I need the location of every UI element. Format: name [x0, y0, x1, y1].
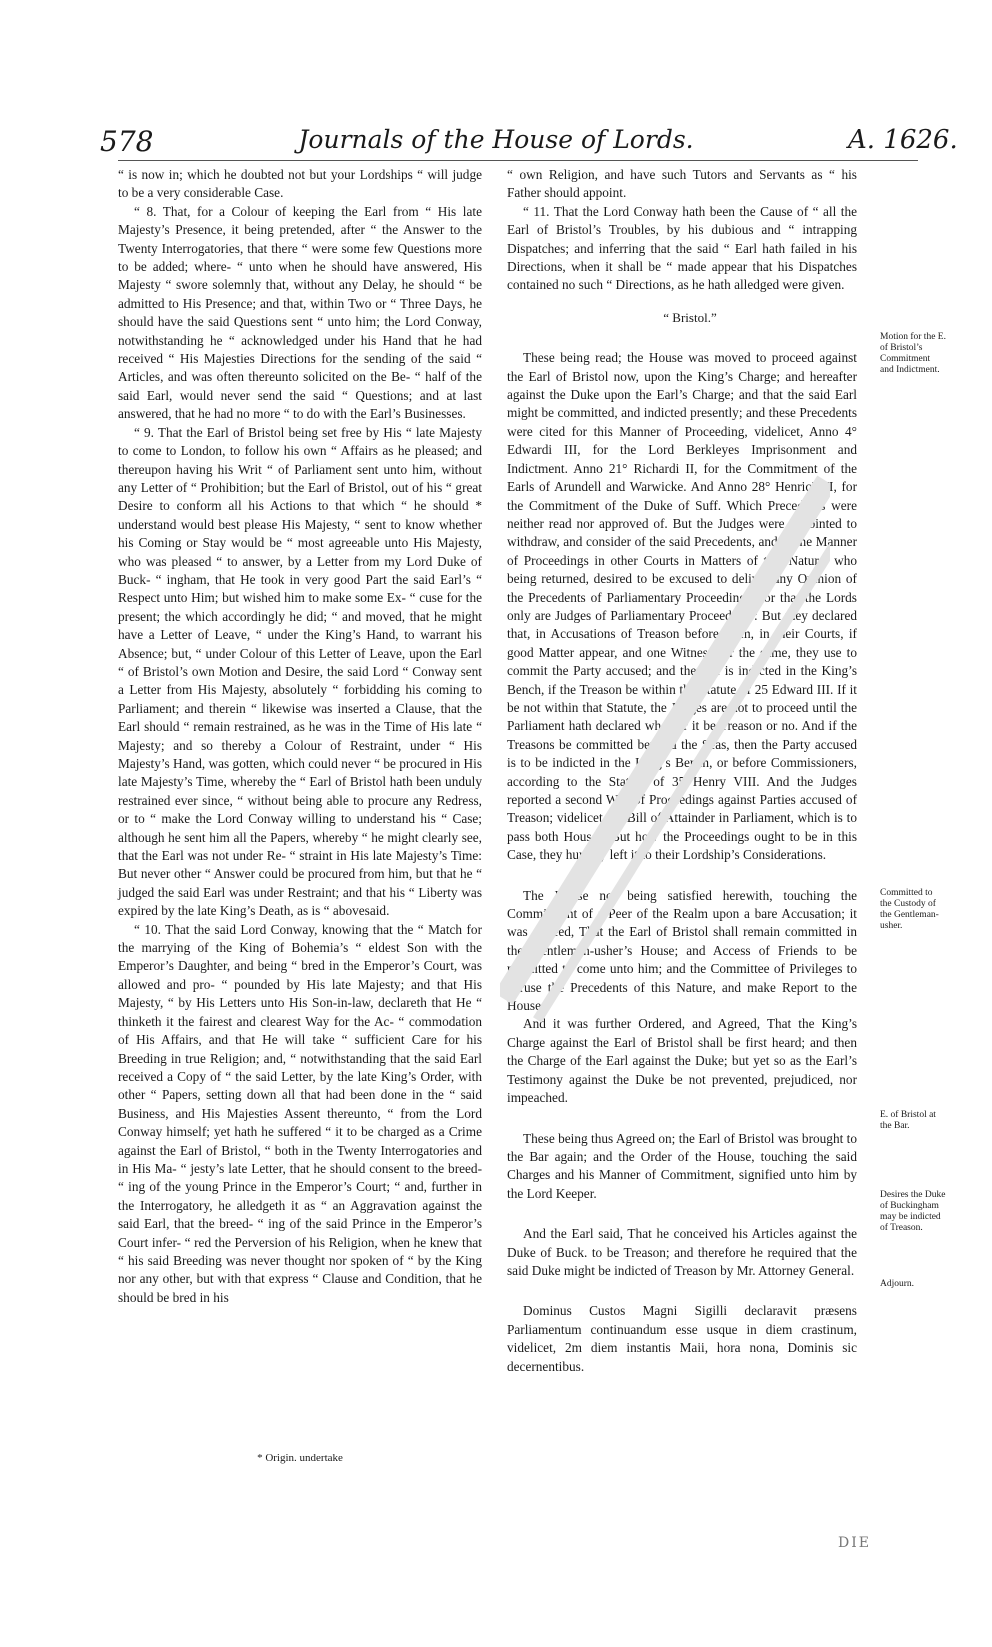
- footnote: * Origin. undertake: [257, 1452, 343, 1464]
- margin-note-adjourn: Adjourn.: [880, 1279, 915, 1289]
- right-paragraph-4: The House not being satisfied herewith, touching the Commitment of a Peer of the Realm upon a bare Accusation; it was Agreed, That the Earl of Bristol shall remain committed in the Gentleman-usher’s House; and Access of Friends to be permitted to come unto him; and the Committee of Privileges to peruse the Precedents of this Nature, and make Report to the House.: [507, 887, 857, 1014]
- right-column: [507, 166, 857, 1376]
- margin-note-duke: Desires the Duke of Buckingham may be indicted of Treason.: [880, 1190, 946, 1233]
- right-paragraph-2: “ 11. That the Lord Conway hath been the Cause of “ all the Earl of Bristol’s Troubles, by his dubious and “ intrapping Dispatches; and inferring that the said “ Earl hath failed in his Directions, when it shall be “ made appear that his Dispatches contained no such “ Directions, as he hath alledged were given.: [507, 203, 857, 293]
- page-header: [0, 120, 992, 160]
- right-paragraph-1: “ own Religion, and have such Tutors and Servants as “ his Father should appoint.: [507, 167, 857, 201]
- page-year: A. 1626.: [848, 125, 958, 155]
- catchword: DIE: [838, 1535, 871, 1551]
- right-paragraph-3: These being read; the House was moved to proceed against the Earl of Bristol now, upon the King’s Charge; and hereafter against the Duke upon the Earl’s Charge; and that the said Earl might be committed, and indicted presently; and these Precedents were cited for this Manner of Proceeding, videlicet, Anno 4° Edwardi III, for the Lord Berkleyes Imprisonment and Indictment. Anno 21° Richardi II, for the Commitment of the Earls of Arundell and Warwicke. And Anno 28° Henrici VI, for the Commitment of the Duke of Suff. Which Precedents were neither read nor approved of. But the Judges were appointed to withdraw, and consider of the said Precedents, and of the Manner of Proceedings in other Courts in Matters of this Nature: who being returned, desired to be excused to deliver any Opinion of the Precedents of Parliamentary Proceedings; for that the Lords only are Judges of Parliamentary Proceedings: But they declared that, in Accusations of Treason before them, in their Courts, if good Matter appear, and one Witness for the same, they use to commit the Party accused; and then he is indicted in the King’s Bench, if the Treason be within the Statute of 25 Edward III. If it be not within that Statute, the Judges are not to proceed until the Parliament hath declared whether it be Treason or no. And if the Treasons be committed beyond the Seas, then the Party accused is to be indicted in the King’s Bench, or before Commissioners, according to the Statute of 35 Henry VIII. And the Judges reported a second Way of Proceedings against Parties accused of Treason; videlicet, by Bill of Attainder in Parliament, which is to pass both Houses. But how the Proceedings ought to be in this Case, they humbly left it to their Lordship’s Considerations.: [507, 350, 857, 863]
- right-paragraph-6: These being thus Agreed on; the Earl of Bristol was brought to the Bar again; and the Order of the House, touching the said Charges and his Manner of Commitment, signified unto him by the Lord Keeper.: [507, 1130, 857, 1201]
- signature: “ Bristol.”: [663, 309, 717, 325]
- right-paragraph-8: Dominus Custos Magni Sigilli declaravit præsens Parliamentum continuandum esse usque in diem crastinum, videlicet, 2m diem instantis Maii, hora nona, Dominis sic decernentibus.: [507, 1303, 857, 1374]
- right-paragraph-7: And the Earl said, That he conceived his Articles against the Duke of Buck. to be Treason; and therefore he required that the said Duke might be indicted of Treason by Mr. Attorney General.: [507, 1226, 857, 1278]
- page-title: Journals of the House of Lords.: [298, 125, 694, 154]
- page-number: 578: [100, 125, 154, 158]
- left-paragraph-4: “ 10. That the said Lord Conway, knowing that the “ Match for the marrying of the King of Bohemia’s “ eldest Son with the Emperor’s Daughter, and being “ bred in the Emperor’s Court, was allowed and pro- “ pounded by His late Majesty; and that His Majesty, “ by His Letters unto His Son-in-law, declareth that He “ thinketh it the fairest and clearest Way for the Ac- “ commodation of His Affairs, and that He will take “ sufficient Care for his Breeding in true Religion; and, “ notwithstanding that the said Earl received a Copy of “ the said Letter, by the late King’s Order, with other “ Papers, setting down all that had been done in the “ said Business, and His Majesties Assent thereunto, “ from the Lord Conway himself; yet hath he suffered “ it to be charged as a Crime against the Earl of Bristol, “ both in the Twenty Interrogatories and in His Ma- “ jesty’s late Letter, that he should consent to the breed- “ ing of the young Prince in the Emperor’s Court; “ and, further in the Interrogatory, he alledgeth it as “ an Aggravation against the said Earl, that the breed- “ ing of the said Prince in the Emperor’s Court infer- “ red the Perversion of his Religion, when he knew that “ his said Breeding was never thought nor spoken of “ by the King nor any other, but with that express “ Clause and Condition, that he should be bred in his: [118, 921, 482, 1305]
- left-paragraph-3: “ 9. That the Earl of Bristol being set free by His “ late Majesty to come to London, to follow his own “ Affairs as he pleased; and thereupon having his Writ “ of Parliament sent unto him, without any Letter of “ Prohibition; but the Earl of Bristol, out of his “ great Desire to conform all his Actions to that which “ he should * understand would best please His Majesty, “ sent to know whether his Coming or Stay would be “ most agreeable unto His Majesty, who was pleased “ to answer, by a Letter from my Lord Duke of Buck- “ ingham, that He took in very good Part the said Earl’s “ Respect unto Him; but wished him to make some Ex- “ cuse for the present; the which accordingly he did; “ and moved, that he might have a Letter of Leave, “ under the King’s Hand, to warrant his Absence; but, “ under Colour of this Letter of Leave, upon the Earl “ of Bristol’s own Motion and Desire, the said Lord “ Conway sent a Letter from His Majesty, absolutely “ forbidding his coming to Parliament; and therein “ likewise was inserted a Clause, that the Earl should “ remain restrained, as he was in the Time of His late “ Majesty; and so thereby a Colour of Restraint, under “ His Majesty’s Hand, was gotten, which could never “ be procured in His late Majesty’s Time, whereby the “ Earl of Bristol hath been unduly restrained ever since, “ without being able to procure any Redress, or to “ make the Lord Conway willing to understand his “ Case; although he sent him all the Papers, whereby “ he might clearly see, that the Earl was not under Re- “ straint in His late Majesty’s Time: But never other “ Answer could be procured from him, but that he “ judged the said Earl was under Restraint; and that his “ Liberty was expired by the late King’s Death, as is “ abovesaid.: [118, 424, 482, 919]
- header-rule: [118, 160, 918, 161]
- left-column: [118, 166, 482, 1307]
- left-paragraph-1: “ is now in; which he doubted not but your Lordships “ will judge to be a very considerable Case.: [118, 167, 482, 201]
- margin-note-bar: E. of Bristol at the Bar.: [880, 1110, 936, 1131]
- right-paragraph-5: And it was further Ordered, and Agreed, That the King’s Charge against the Earl of Bristol shall be first heard; and then the Charge of the Earl against the Duke; but yet so as the Earl’s Testimony against the Duke be not prevented, prejudiced, nor impeached.: [507, 1016, 857, 1106]
- left-paragraph-2: “ 8. That, for a Colour of keeping the Earl from “ His late Majesty’s Presence, it being pretended, after “ the Answer to the Twenty Interrogatories, that there “ were some few Questions more to be added; where- “ unto when he should have answered, His Majesty “ swore solemnly that, without any Delay, he should “ be admitted to His Presence; and that, within Two or “ Three Days, he should have the said Questions sent “ unto him; the Lord Conway, notwithstanding he “ acknowledged under his Hand that he had received “ His Majesties Directions for the sending of the said “ Articles, and was often thereunto solicited on the Be- “ half of the said Earl, would never send the said “ Questions; and at last answered, that he had no more “ to do with the Earl’s Businesses.: [118, 203, 482, 422]
- margin-note-commitment: Motion for the E. of Bristol’s Commitment and Indictment.: [880, 332, 946, 375]
- margin-note-custody: Committed to the Custody of the Gentleman-usher.: [880, 888, 939, 931]
